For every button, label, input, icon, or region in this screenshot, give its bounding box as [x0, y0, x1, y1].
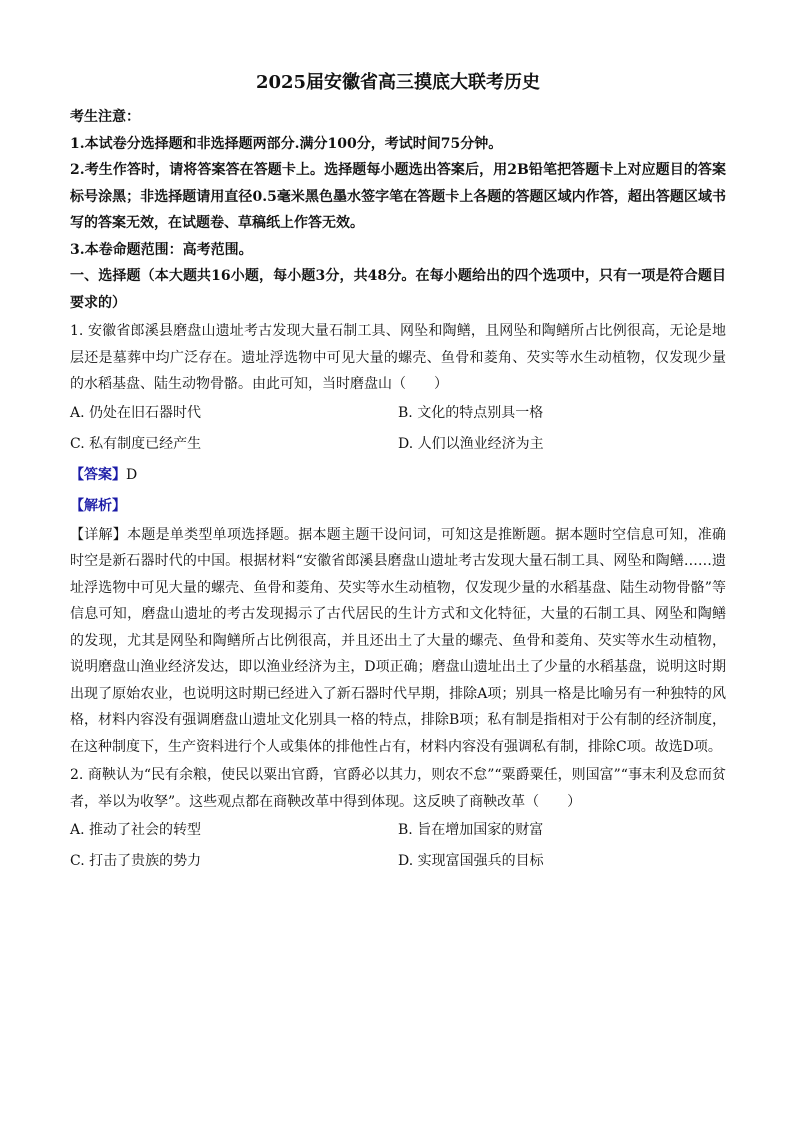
detail-label: 【详解】 — [70, 526, 128, 543]
exam-page — [70, 70, 726, 877]
option-a: A. 仍处在旧石器时代 — [70, 404, 202, 421]
question-stem: 2. 商鞅认为“民有余粮，使民以粟出官爵，官爵必以其力，则农不怠”“粟爵粟任，则国富”“事末利及怠而贫者，举以为收孥”。这些观点都在商鞅改革中得到体现。这反映了商鞅改革（ ） — [70, 767, 726, 810]
detail-paragraph — [70, 522, 726, 761]
option-a: A. 推动了社会的转型 — [70, 822, 202, 838]
options-row — [70, 815, 726, 846]
options-row — [70, 846, 726, 877]
option-d: D. 实现富国强兵的目标 — [398, 853, 544, 869]
options-row — [70, 398, 726, 429]
analysis-line — [70, 491, 726, 522]
notice-heading: 考生注意： — [70, 109, 140, 125]
detail-text: 本题是单类型单项选择题。据本题主题干设问词，可知这是推断题。据本题时空信息可知，准确时空是新石器时代的中国。根据材料“安徽省郎溪县磨盘山遗址考古发现大量石制工具、网坠和陶鳝……遗址浮选物中可见大量的螺壳、鱼骨和菱角、芡实等水生动植物，仅发现少量的水稻基盘、陆生动物骨骼”等信息可知，磨盘山遗址的考古发现揭示了古代居民的生计方式和文化特征，大量的石制工具、网坠和陶鳝的发现，尤其是网坠和陶鳝所占比例很高，并且还出土了大量的螺壳、鱼骨和菱角、芡实等水生动植物，说明磨盘山渔业经济发达，即以渔业经济为主，D项正确；磨盘山遗址出土了少量的水稻基盘，说明这时期出现了原始农业，也说明这时期已经进入了新石器时代早期，排除A项；别具一格是比喻另有一种独特的风格，材料内容没有强调磨盘山遗址文化别具一格的特点，排除B项；私有制是指相对于公有制的经济制度，在这种制度下，生产资料进行个人或集体的排他性占有，材料内容没有强调私有制，排除C项。故选D项。 — [70, 526, 727, 755]
answer-label: 【答案】 — [70, 466, 126, 483]
option-b: B. 文化的特点别具一格 — [398, 404, 544, 421]
section-heading: 一、选择题（本大题共16小题，每小题3分，共48分。在每小题给出的四个选项中，只有一项是符合题目要求的） — [70, 268, 726, 311]
notice-item: 3.本卷命题范围：高考范围。 — [70, 241, 253, 258]
notice-item: 2.考生作答时，请将答案答在答题卡上。选择题每小题选出答案后，用2B铅笔把答题卡上对应题目的答案标号涂黑；非选择题请用直径0.5毫米黑色墨水签字笔在答题卡上各题的答题区域内作答，超出答题区域书写的答案无效，在试题卷、草稿纸上作答无效。 — [70, 162, 726, 231]
question-2 — [70, 762, 726, 877]
answer-line — [70, 460, 726, 491]
question-stem: 1. 安徽省郎溪县磨盘山遗址考古发现大量石制工具、网坠和陶鳝，且网坠和陶鳝所占比例很高，无论是地层还是墓葬中均广泛存在。遗址浮选物中可见大量的螺壳、鱼骨和菱角、芡实等水生动植物，仅发现少量的水稻基盘、陆生动物骨骼。由此可知，当时磨盘山（ ） — [70, 323, 726, 392]
question-1 — [70, 318, 726, 760]
options-row — [70, 429, 726, 460]
option-d: D. 人们以渔业经济为主 — [398, 435, 544, 452]
notice-item: 1.本试卷分选择题和非选择题两部分.满分100分，考试时间75分钟。 — [70, 135, 503, 152]
option-c: C. 私有制度已经产生 — [70, 435, 202, 452]
page-title: 2025届安徽省高三摸底大联考历史 — [255, 72, 541, 93]
option-c: C. 打击了贵族的势力 — [70, 853, 202, 869]
answer-value: D — [126, 466, 138, 483]
analysis-label: 【解析】 — [70, 497, 126, 514]
option-b: B. 旨在增加国家的财富 — [398, 822, 544, 838]
notice-block — [70, 104, 726, 263]
